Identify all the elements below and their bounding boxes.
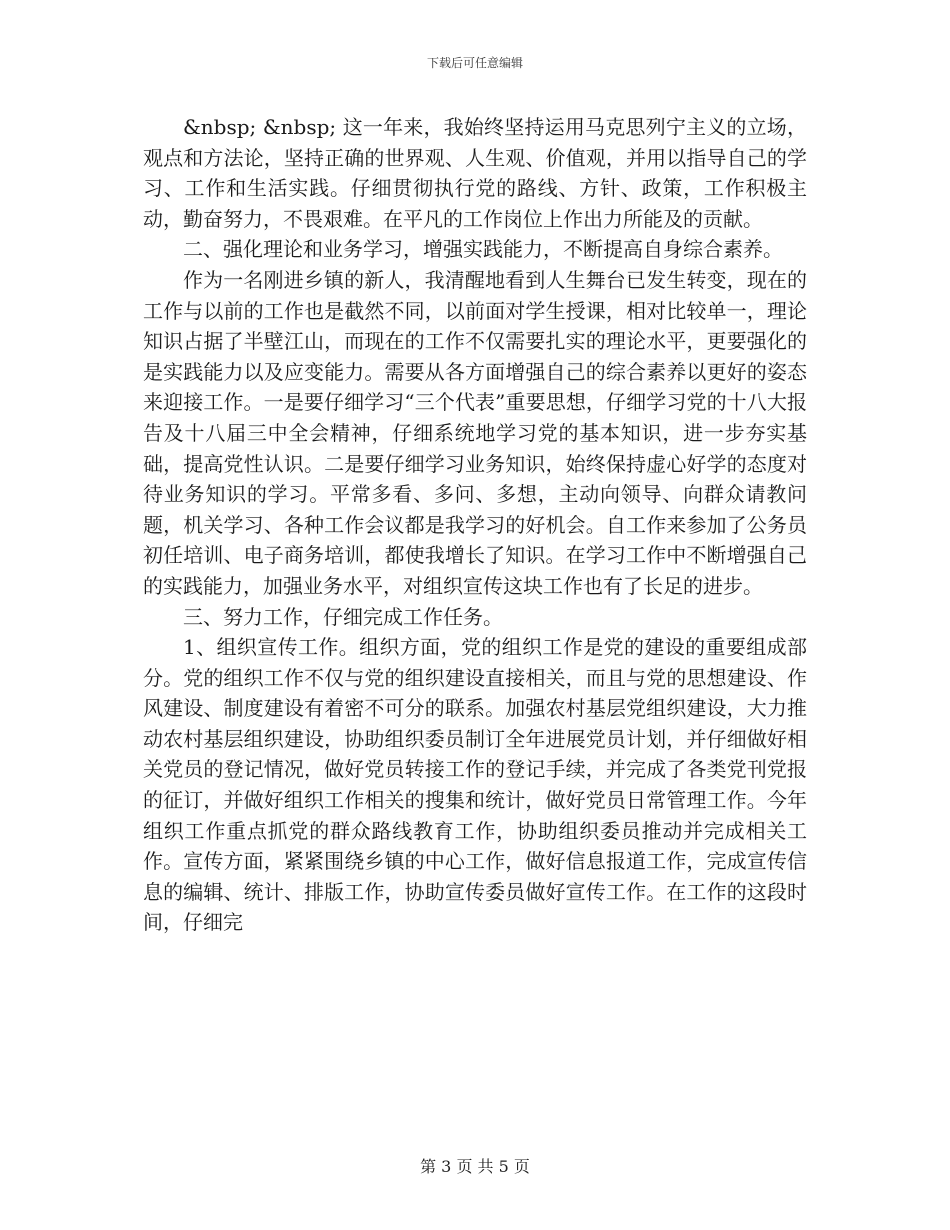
document-body (143, 112, 807, 938)
paragraph-1: &nbsp; &nbsp; 这一年来，我始终坚持运用马克思列宁主义的立场，观点和方法论，坚持正确的世界观、人生观、价值观，并用以指导自己的学习、工作和生活实践。仔细贯彻执行党的路线、方针、政策，工作积极主动，勤奋努力，不畏艰难。在平凡的工作岗位上作出力所能及的贡献。 (143, 115, 807, 231)
paragraph-3: 作为一名刚进乡镇的新人，我清醒地看到人生舞台已发生转变，现在的工作与以前的工作也是截然不同，以前面对学生授课，相对比较单一，理论知识占据了半壁江山，而现在的工作不仅需要扎实的理论水平，更要强化的是实践能力以及应变能力。需要从各方面增强自己的综合素养以更好的姿态来迎接工作。一是要仔细学习“三个代表”重要思想，仔细学习党的十八大报告及十八届三中全会精神，仔细系统地学习党的基本知识，进一步夯实基础，提高党性认识。二是要仔细学习业务知识，始终保持虚心好学的态度对待业务知识的学习。平常多看、多问、多想，主动向领导、向群众请教问题，机关学习、各种工作会议都是我学习的好机会。自工作来参加了公务员初任培训、电子商务培训，都使我增长了知识。在学习工作中不断增强自己的实践能力，加强业务水平，对组织宣传这块工作也有了长足的进步。 (143, 267, 807, 598)
page-footer: 第 3 页 共 5 页 (420, 1157, 530, 1176)
paragraph-5: 1、组织宣传工作。组织方面，党的组织工作是党的建设的重要组成部分。党的组织工作不仅与党的组织建设直接相关，而且与党的思想建设、作风建设、制度建设有着密不可分的联系。加强农村基层党组织建设，大力推动农村基层组织建设，协助组织委员制订全年进展党员计划，并仔细做好相关党员的登记情况，做好党员转接工作的登记手续，并完成了各类党刊党报的征订，并做好组织工作相关的搜集和统计，做好党员日常管理工作。今年组织工作重点抓党的群众路线教育工作，协助组织委员推动并完成相关工作。宣传方面，紧紧围绕乡镇的中心工作，做好信息报道工作，完成宣传信息的编辑、统计、排版工作，协助宣传委员做好宣传工作。在工作的这段时间，仔细完 (143, 635, 807, 935)
paragraph-4-heading: 三、努力工作，仔细完成工作任务。 (183, 604, 503, 629)
paragraph-2-heading: 二、强化理论和业务学习，增强实践能力，不断提高自身综合素养。 (183, 237, 783, 262)
page-header: 下载后可任意编辑 (426, 56, 523, 70)
